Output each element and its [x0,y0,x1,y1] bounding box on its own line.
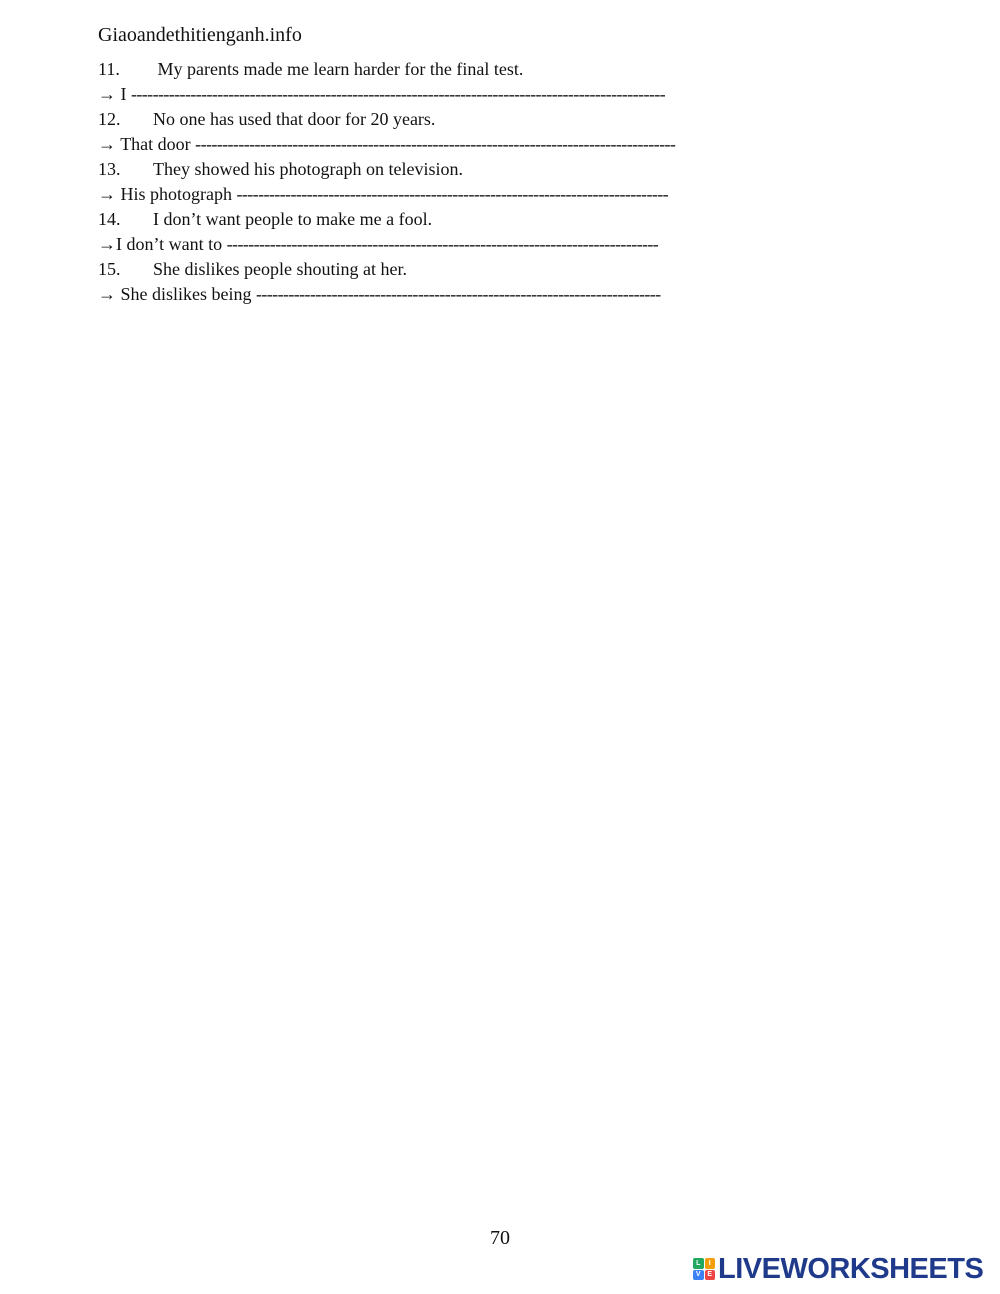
exercise-number: 11. [98,59,120,79]
exercise-14-answer [98,232,798,257]
answer-prompt: She dislikes being [120,284,252,304]
exercise-sentence: They showed his photograph on television. [153,159,463,179]
exercise-13-answer [98,182,798,207]
liveworksheets-logo-icon [693,1258,715,1280]
answer-blank[interactable]: -------------------------------------------------------------------------------- [226,234,659,254]
exercise-11-sentence [98,57,798,82]
answer-prompt: I don’t want to [116,234,223,254]
arrow-icon: → [98,84,116,104]
exercise-sentence: No one has used that door for 20 years. [153,109,436,129]
liveworksheets-brand[interactable] [693,1254,983,1284]
logo-letter: L [693,1258,704,1269]
answer-prompt: That door [120,134,191,154]
answer-blank[interactable]: --------------------------------------------------------------------------------------------------- [131,84,666,104]
exercise-15-answer [98,282,798,307]
answer-prompt: His photograph [120,184,232,204]
exercise-12-sentence [98,107,798,132]
arrow-icon: → [98,184,116,204]
exercise-number: 12. [98,109,121,129]
arrow-icon: → [98,284,116,304]
arrow-icon: → [98,134,116,154]
exercise-list [98,57,798,307]
brand-name: LIVEWORKSHEETS [718,1252,984,1285]
answer-blank[interactable]: --------------------------------------------------------------------------- [256,284,661,304]
answer-prompt: I [120,84,127,104]
exercise-sentence: She dislikes people shouting at her. [153,259,407,279]
exercise-number: 13. [98,159,121,179]
exercise-number: 15. [98,259,121,279]
site-header: Giaoandethitienganh.info [98,24,302,46]
exercise-14-sentence [98,207,798,232]
exercise-11-answer [98,82,798,107]
exercise-sentence: My parents made me learn harder for the final test. [153,59,524,79]
answer-blank[interactable]: ----------------------------------------------------------------------------------------- [195,134,676,154]
logo-letter: I [705,1258,716,1269]
arrow-icon: → [98,234,116,254]
answer-blank[interactable]: -------------------------------------------------------------------------------- [236,184,669,204]
logo-letter: E [705,1270,716,1281]
logo-letter: V [693,1270,704,1281]
page-number: 70 [490,1227,510,1249]
exercise-number: 14. [98,209,121,229]
exercise-13-sentence [98,157,798,182]
exercise-sentence: I don’t want people to make me a fool. [153,209,433,229]
exercise-15-sentence [98,257,798,282]
exercise-12-answer [98,132,798,157]
